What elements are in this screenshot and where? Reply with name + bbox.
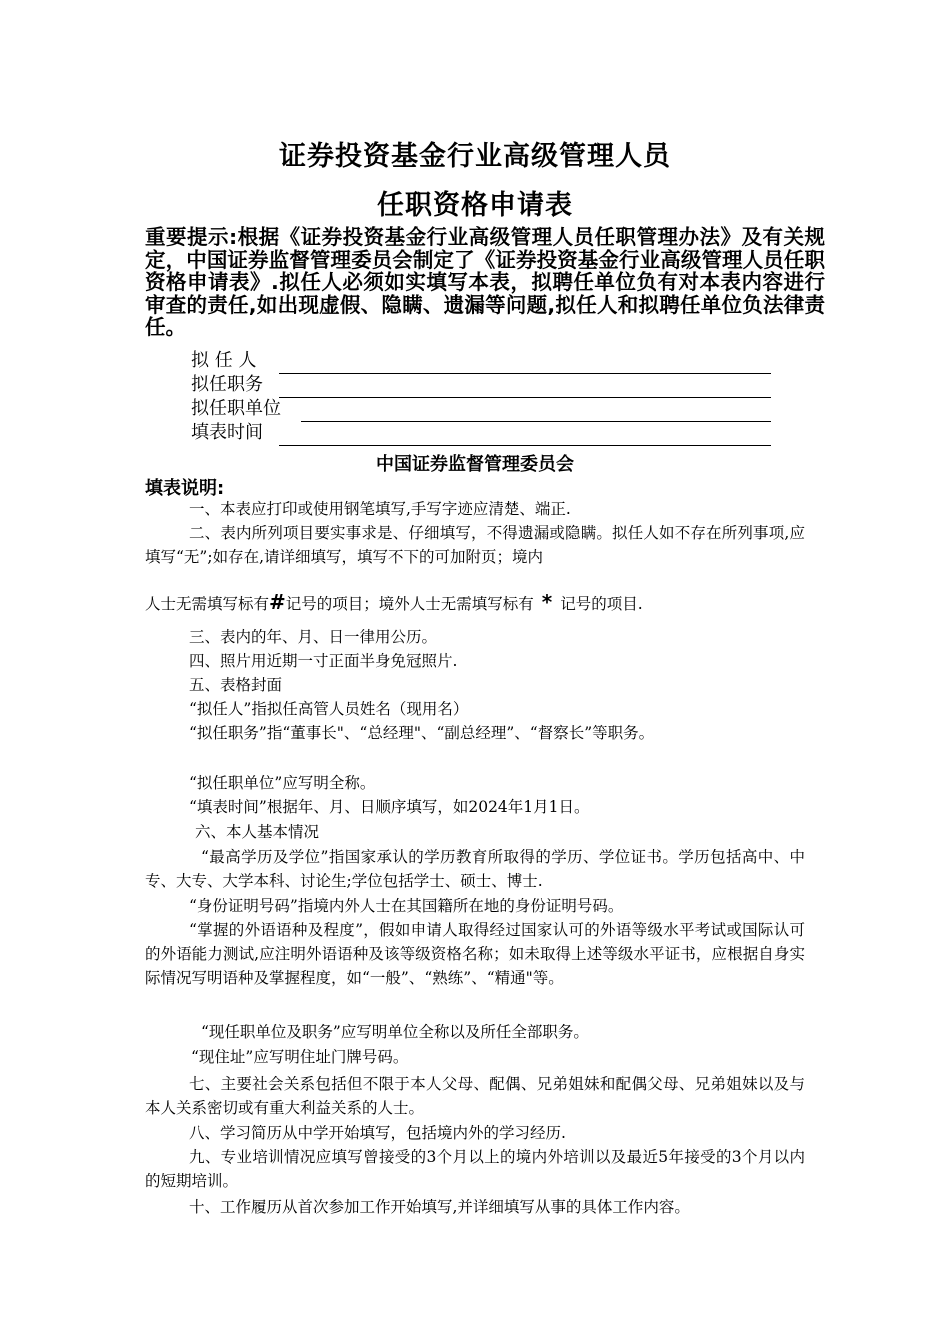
unit-label: 拟任职单位 bbox=[191, 398, 281, 419]
instruction-5-position: “拟任职务”指“董事长"、“总经理"、“副总经理”、“督察长”等职务。 bbox=[189, 724, 655, 742]
date-field[interactable] bbox=[191, 420, 771, 446]
page-title: 证券投资基金行业高级管理人员 bbox=[279, 141, 671, 172]
instruction-3: 三、表内的年、月、日一律用公历。 bbox=[189, 628, 438, 646]
instruction-5-unit: “拟任职单位”应写明全称。 bbox=[189, 774, 376, 792]
instruction-6-education: “最高学历及学位”指国家承认的学历教育所取得的学历、学位证书。学历包括高中、中专、大专、大学本科、讨论生;学位包括学士、硕士、博士. bbox=[145, 848, 805, 890]
instruction-5: 五、表格封面 bbox=[189, 676, 283, 694]
organization-name: 中国证券监督管理委员会 bbox=[376, 454, 574, 475]
instruction-6: 六、本人基本情况 bbox=[195, 823, 320, 841]
date-line[interactable] bbox=[279, 445, 771, 446]
instruction-6-language: “掌握的外语语种及程度”，假如申请人取得经过国家认可的外语等级水平考试或国际认可的外语能力测试,应注明外语语种及该等级资格名称；如未取得上述等级水平证书，应根据自身实际情况写明语种及掌握程度，如“一般”、“熟练”、“精通"等。 bbox=[145, 921, 805, 987]
instruction-8: 八、学习简历从中学开始填写，包括境内外的学习经历. bbox=[189, 1124, 566, 1142]
instruction-7: 七、主要社会关系包括但不限于本人父母、配偶、兄弟姐妹和配偶父母、兄弟姐妹以及与本人关系密切或有重大利益关系的人士。 bbox=[145, 1075, 805, 1117]
instruction-10: 十、工作履历从首次参加工作开始填写,并详细填写从事的具体工作内容。 bbox=[189, 1198, 690, 1216]
instruction-2-text-a: 人士无需填写标有 bbox=[145, 595, 270, 613]
hash-mark: # bbox=[269, 590, 286, 614]
position-label: 拟任职务 bbox=[191, 374, 263, 395]
instruction-6-current-job: “现任职单位及职务”应写明单位全称以及所任全部职务。 bbox=[201, 1023, 589, 1041]
star-mark: * bbox=[541, 590, 553, 614]
important-notice: 重要提示:根据《证券投资基金行业高级管理人员任职管理办法》及有关规定，中国证券监督管理委员会制定了《证券投资基金行业高级管理人员任职资格申请表》.拟任人必须如实填写本表，拟聘任单位负有对本表内容进行审查的责任,如出现虚假、隐瞒、遗漏等问题,拟任人和拟聘任单位负法律责任。 bbox=[145, 225, 825, 339]
page-subtitle: 任职资格申请表 bbox=[377, 190, 573, 221]
instruction-9: 九、专业培训情况应填写曾接受的3个月以上的境内外培训以及最近5年接受的3个月以内的短期培训。 bbox=[145, 1148, 805, 1190]
candidate-label: 拟 任 人 bbox=[191, 350, 257, 371]
instruction-1: 一、本表应打印或使用钢笔填写,手写字迹应清楚、端正. bbox=[189, 500, 571, 518]
date-label: 填表时间 bbox=[191, 422, 263, 443]
instruction-6-id: “身份证明号码”指境内外人士在其国籍所在地的身份证明号码。 bbox=[189, 897, 624, 915]
instruction-5-date: “填表时间”根据年、月、日顺序填写，如2024年1月1日。 bbox=[189, 798, 590, 816]
instruction-6-address: “现住址”应写明住址门牌号码。 bbox=[191, 1048, 409, 1066]
instruction-2-text-b: 记号的项目；境外人士无需填写标有 bbox=[285, 595, 534, 613]
instruction-5-candidate: “拟任人”指拟任高管人员姓名（现用名） bbox=[189, 700, 469, 718]
candidate-field[interactable] bbox=[191, 348, 771, 374]
unit-field[interactable] bbox=[191, 396, 771, 422]
instructions-heading: 填表说明: bbox=[145, 478, 225, 499]
instruction-2: 二、表内所列项目要实事求是、仔细填写，不得遗漏或隐瞒。拟任人如不存在所列事项,应填写“无”;如存在,请详细填写，填写不下的可加附页；境内 bbox=[145, 524, 805, 566]
instruction-2-cont bbox=[145, 590, 805, 616]
instruction-2-text-c: 记号的项目. bbox=[560, 595, 643, 613]
instruction-4: 四、照片用近期一寸正面半身免冠照片. bbox=[189, 652, 458, 670]
